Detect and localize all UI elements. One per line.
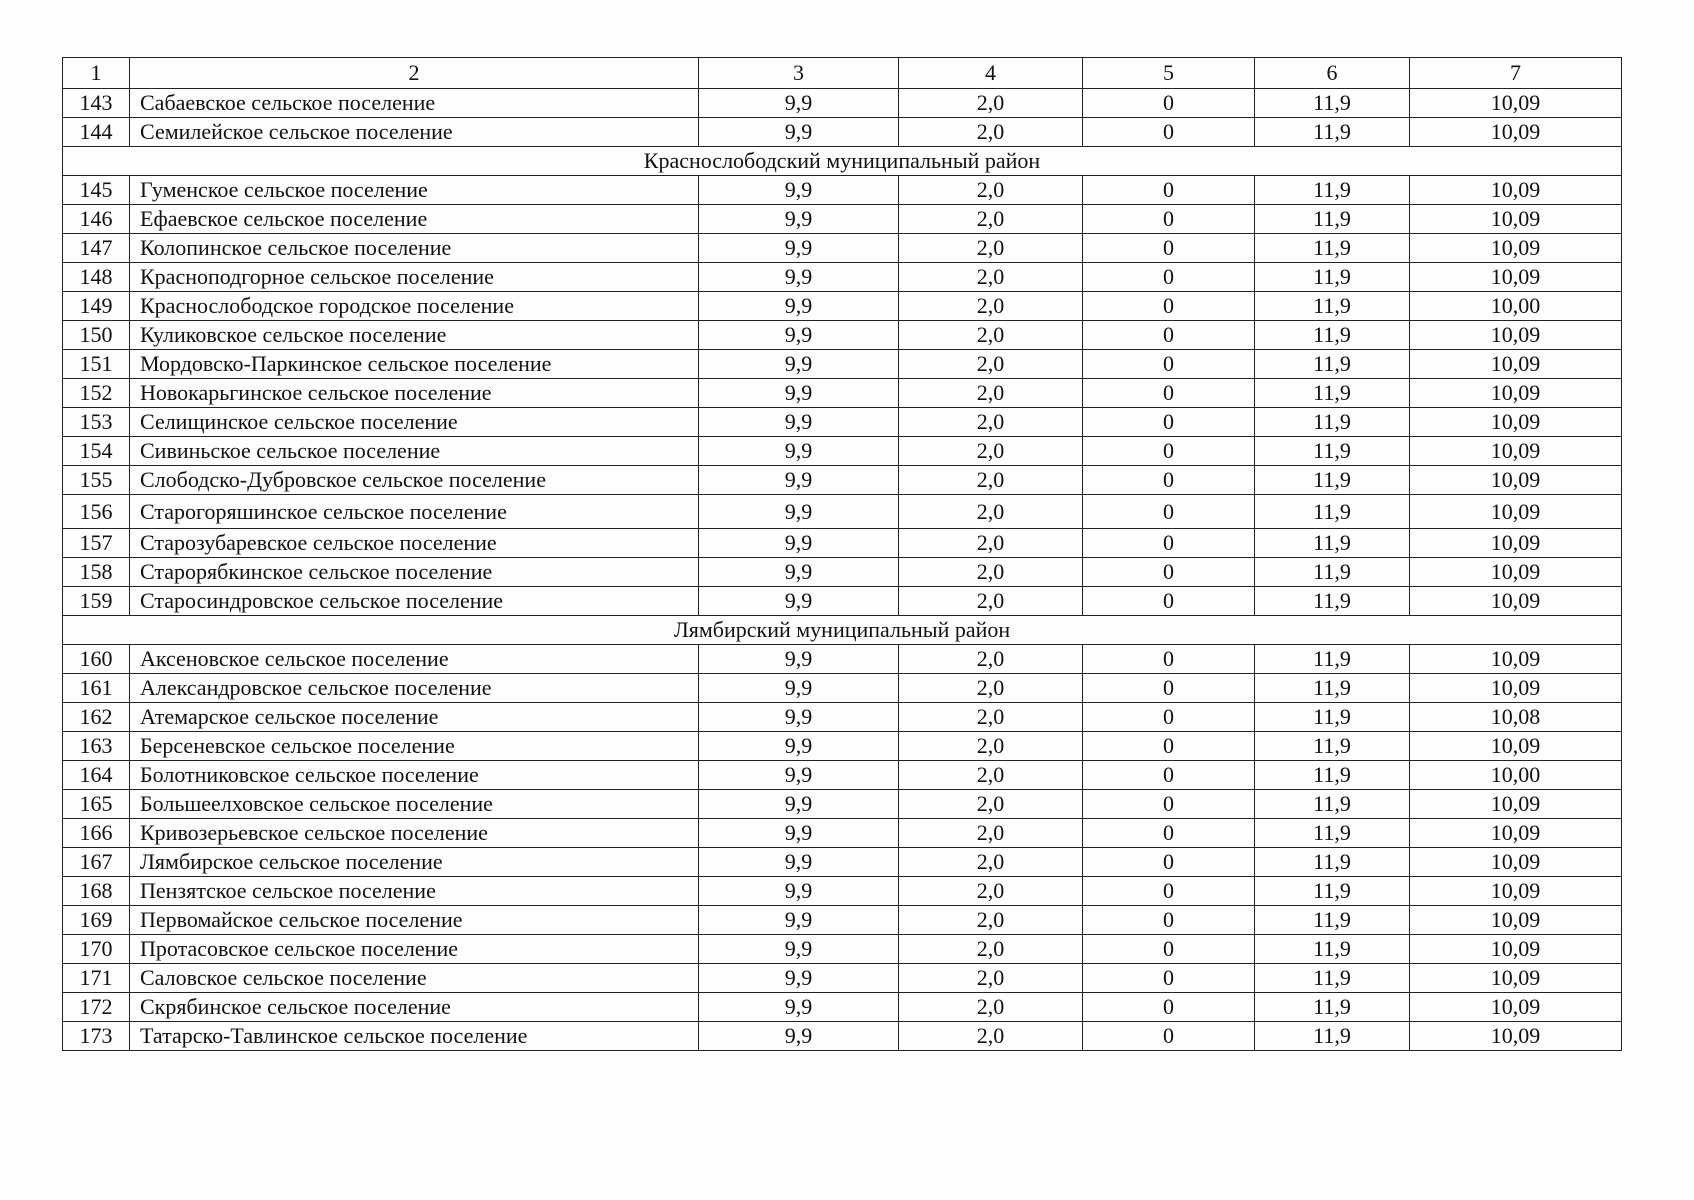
row-number: 153: [63, 408, 130, 437]
table-row: [63, 587, 1622, 616]
settlement-name: Берсеневское сельское поселение: [130, 732, 699, 761]
value-col-6: 11,9: [1255, 935, 1410, 964]
column-header: 7: [1410, 58, 1622, 89]
column-number-header-row: [63, 58, 1622, 89]
value-col-4: 2,0: [899, 437, 1083, 466]
value-col-6: 11,9: [1255, 379, 1410, 408]
value-col-6: 11,9: [1255, 993, 1410, 1022]
row-number: 143: [63, 89, 130, 118]
value-col-3: 9,9: [699, 935, 899, 964]
settlement-name: Ефаевское сельское поселение: [130, 205, 699, 234]
section-header-row: [63, 616, 1622, 645]
settlement-name: Мордовско-Паркинское сельское поселение: [130, 350, 699, 379]
value-col-6: 11,9: [1255, 964, 1410, 993]
section-title: Краснослободский муниципальный район: [63, 147, 1622, 176]
value-col-6: 11,9: [1255, 529, 1410, 558]
value-col-7: 10,09: [1410, 321, 1622, 350]
value-col-6: 11,9: [1255, 408, 1410, 437]
value-col-3: 9,9: [699, 466, 899, 495]
value-col-6: 11,9: [1255, 350, 1410, 379]
table-row: [63, 703, 1622, 732]
table-row: [63, 466, 1622, 495]
settlement-name: Кривозерьевское сельское поселение: [130, 819, 699, 848]
table-row: [63, 848, 1622, 877]
row-number: 170: [63, 935, 130, 964]
value-col-5: 0: [1083, 935, 1255, 964]
table-row: [63, 263, 1622, 292]
value-col-7: 10,09: [1410, 732, 1622, 761]
value-col-3: 9,9: [699, 529, 899, 558]
value-col-5: 0: [1083, 205, 1255, 234]
value-col-4: 2,0: [899, 848, 1083, 877]
value-col-3: 9,9: [699, 877, 899, 906]
value-col-5: 0: [1083, 819, 1255, 848]
value-col-4: 2,0: [899, 529, 1083, 558]
row-number: 173: [63, 1022, 130, 1051]
settlement-name: Новокарьгинское сельское поселение: [130, 379, 699, 408]
value-col-3: 9,9: [699, 263, 899, 292]
value-col-3: 9,9: [699, 89, 899, 118]
value-col-6: 11,9: [1255, 819, 1410, 848]
value-col-3: 9,9: [699, 848, 899, 877]
table-row: [63, 529, 1622, 558]
settlement-name: Первомайское сельское поселение: [130, 906, 699, 935]
settlement-name: Селищинское сельское поселение: [130, 408, 699, 437]
settlement-name: Слободско-Дубровское сельское поселение: [130, 466, 699, 495]
value-col-5: 0: [1083, 848, 1255, 877]
value-col-3: 9,9: [699, 205, 899, 234]
settlement-name: Куликовское сельское поселение: [130, 321, 699, 350]
value-col-3: 9,9: [699, 1022, 899, 1051]
table-row: [63, 89, 1622, 118]
row-number: 151: [63, 350, 130, 379]
value-col-3: 9,9: [699, 819, 899, 848]
value-col-3: 9,9: [699, 993, 899, 1022]
value-col-3: 9,9: [699, 350, 899, 379]
value-col-5: 0: [1083, 964, 1255, 993]
table-row: [63, 379, 1622, 408]
value-col-7: 10,09: [1410, 935, 1622, 964]
value-col-7: 10,09: [1410, 350, 1622, 379]
settlement-name: Старогоряшинское сельское поселение: [130, 495, 699, 529]
value-col-5: 0: [1083, 993, 1255, 1022]
value-col-5: 0: [1083, 877, 1255, 906]
value-col-4: 2,0: [899, 263, 1083, 292]
value-col-4: 2,0: [899, 732, 1083, 761]
value-col-6: 11,9: [1255, 877, 1410, 906]
value-col-6: 11,9: [1255, 437, 1410, 466]
settlement-name: Пензятское сельское поселение: [130, 877, 699, 906]
row-number: 148: [63, 263, 130, 292]
value-col-7: 10,09: [1410, 379, 1622, 408]
value-col-7: 10,09: [1410, 408, 1622, 437]
value-col-3: 9,9: [699, 558, 899, 587]
value-col-5: 0: [1083, 321, 1255, 350]
value-col-3: 9,9: [699, 964, 899, 993]
value-col-7: 10,09: [1410, 466, 1622, 495]
value-col-7: 10,09: [1410, 877, 1622, 906]
settlement-name: Старосиндровское сельское поселение: [130, 587, 699, 616]
value-col-7: 10,09: [1410, 529, 1622, 558]
value-col-7: 10,00: [1410, 292, 1622, 321]
value-col-6: 11,9: [1255, 558, 1410, 587]
value-col-7: 10,09: [1410, 263, 1622, 292]
value-col-3: 9,9: [699, 703, 899, 732]
table-row: [63, 964, 1622, 993]
value-col-6: 11,9: [1255, 906, 1410, 935]
value-col-5: 0: [1083, 437, 1255, 466]
table-row: [63, 761, 1622, 790]
value-col-4: 2,0: [899, 118, 1083, 147]
value-col-7: 10,09: [1410, 558, 1622, 587]
row-number: 144: [63, 118, 130, 147]
value-col-6: 11,9: [1255, 732, 1410, 761]
value-col-6: 11,9: [1255, 89, 1410, 118]
value-col-6: 11,9: [1255, 263, 1410, 292]
settlement-name: Лямбирское сельское поселение: [130, 848, 699, 877]
row-number: 155: [63, 466, 130, 495]
value-col-3: 9,9: [699, 587, 899, 616]
column-header: 2: [130, 58, 699, 89]
settlement-name: Болотниковское сельское поселение: [130, 761, 699, 790]
settlement-name: Сивиньское сельское поселение: [130, 437, 699, 466]
value-col-3: 9,9: [699, 790, 899, 819]
row-number: 166: [63, 819, 130, 848]
value-col-4: 2,0: [899, 964, 1083, 993]
table-row: [63, 408, 1622, 437]
value-col-5: 0: [1083, 495, 1255, 529]
table-row: [63, 495, 1622, 529]
settlement-name: Александровское сельское поселение: [130, 674, 699, 703]
value-col-6: 11,9: [1255, 1022, 1410, 1051]
value-col-7: 10,09: [1410, 848, 1622, 877]
value-col-6: 11,9: [1255, 466, 1410, 495]
value-col-5: 0: [1083, 529, 1255, 558]
value-col-4: 2,0: [899, 205, 1083, 234]
table-row: [63, 906, 1622, 935]
value-col-3: 9,9: [699, 495, 899, 529]
table-row: [63, 292, 1622, 321]
value-col-4: 2,0: [899, 790, 1083, 819]
value-col-3: 9,9: [699, 437, 899, 466]
value-col-5: 0: [1083, 350, 1255, 379]
value-col-3: 9,9: [699, 732, 899, 761]
row-number: 167: [63, 848, 130, 877]
value-col-4: 2,0: [899, 321, 1083, 350]
settlement-name: Старозубаревское сельское поселение: [130, 529, 699, 558]
settlement-name: Атемарское сельское поселение: [130, 703, 699, 732]
section-header-row: [63, 147, 1622, 176]
row-number: 161: [63, 674, 130, 703]
value-col-4: 2,0: [899, 408, 1083, 437]
value-col-6: 11,9: [1255, 234, 1410, 263]
value-col-4: 2,0: [899, 1022, 1083, 1051]
settlement-name: Протасовское сельское поселение: [130, 935, 699, 964]
settlement-name: Краснослободское городское поселение: [130, 292, 699, 321]
table-row: [63, 234, 1622, 263]
row-number: 171: [63, 964, 130, 993]
value-col-7: 10,09: [1410, 993, 1622, 1022]
value-col-4: 2,0: [899, 350, 1083, 379]
row-number: 149: [63, 292, 130, 321]
value-col-7: 10,08: [1410, 703, 1622, 732]
table-row: [63, 645, 1622, 674]
value-col-5: 0: [1083, 1022, 1255, 1051]
row-number: 154: [63, 437, 130, 466]
value-col-3: 9,9: [699, 674, 899, 703]
value-col-4: 2,0: [899, 761, 1083, 790]
value-col-6: 11,9: [1255, 674, 1410, 703]
row-number: 145: [63, 176, 130, 205]
value-col-7: 10,09: [1410, 674, 1622, 703]
value-col-3: 9,9: [699, 379, 899, 408]
value-col-3: 9,9: [699, 292, 899, 321]
value-col-6: 11,9: [1255, 645, 1410, 674]
value-col-7: 10,09: [1410, 118, 1622, 147]
value-col-4: 2,0: [899, 292, 1083, 321]
value-col-4: 2,0: [899, 993, 1083, 1022]
settlement-name: Сабаевское сельское поселение: [130, 89, 699, 118]
value-col-6: 11,9: [1255, 848, 1410, 877]
value-col-5: 0: [1083, 906, 1255, 935]
row-number: 146: [63, 205, 130, 234]
table-row: [63, 993, 1622, 1022]
value-col-5: 0: [1083, 89, 1255, 118]
table-row: [63, 321, 1622, 350]
value-col-7: 10,09: [1410, 790, 1622, 819]
value-col-7: 10,09: [1410, 205, 1622, 234]
settlement-name: Татарско-Тавлинское сельское поселение: [130, 1022, 699, 1051]
settlement-name: Красноподгорное сельское поселение: [130, 263, 699, 292]
column-header: 1: [63, 58, 130, 89]
value-col-3: 9,9: [699, 176, 899, 205]
value-col-5: 0: [1083, 292, 1255, 321]
row-number: 163: [63, 732, 130, 761]
value-col-5: 0: [1083, 587, 1255, 616]
value-col-5: 0: [1083, 263, 1255, 292]
value-col-3: 9,9: [699, 321, 899, 350]
value-col-7: 10,00: [1410, 761, 1622, 790]
value-col-5: 0: [1083, 118, 1255, 147]
table-row: [63, 558, 1622, 587]
value-col-7: 10,09: [1410, 587, 1622, 616]
value-col-7: 10,09: [1410, 645, 1622, 674]
row-number: 172: [63, 993, 130, 1022]
value-col-5: 0: [1083, 761, 1255, 790]
section-title: Лямбирский муниципальный район: [63, 616, 1622, 645]
value-col-4: 2,0: [899, 674, 1083, 703]
value-col-3: 9,9: [699, 906, 899, 935]
row-number: 160: [63, 645, 130, 674]
value-col-5: 0: [1083, 234, 1255, 263]
value-col-4: 2,0: [899, 495, 1083, 529]
value-col-7: 10,09: [1410, 906, 1622, 935]
value-col-5: 0: [1083, 408, 1255, 437]
value-col-4: 2,0: [899, 819, 1083, 848]
value-col-5: 0: [1083, 703, 1255, 732]
settlement-name: Старорябкинское сельское поселение: [130, 558, 699, 587]
table-row: [63, 674, 1622, 703]
settlement-name: Скрябинское сельское поселение: [130, 993, 699, 1022]
row-number: 150: [63, 321, 130, 350]
value-col-5: 0: [1083, 732, 1255, 761]
value-col-5: 0: [1083, 645, 1255, 674]
table-row: [63, 819, 1622, 848]
value-col-6: 11,9: [1255, 790, 1410, 819]
value-col-6: 11,9: [1255, 761, 1410, 790]
table-row: [63, 1022, 1622, 1051]
row-number: 168: [63, 877, 130, 906]
value-col-6: 11,9: [1255, 587, 1410, 616]
value-col-7: 10,09: [1410, 1022, 1622, 1051]
value-col-6: 11,9: [1255, 176, 1410, 205]
value-col-5: 0: [1083, 558, 1255, 587]
value-col-6: 11,9: [1255, 703, 1410, 732]
value-col-3: 9,9: [699, 408, 899, 437]
value-col-3: 9,9: [699, 118, 899, 147]
value-col-7: 10,09: [1410, 819, 1622, 848]
column-header: 5: [1083, 58, 1255, 89]
table-row: [63, 935, 1622, 964]
value-col-7: 10,09: [1410, 437, 1622, 466]
value-col-3: 9,9: [699, 761, 899, 790]
value-col-7: 10,09: [1410, 234, 1622, 263]
value-col-6: 11,9: [1255, 205, 1410, 234]
row-number: 159: [63, 587, 130, 616]
value-col-4: 2,0: [899, 587, 1083, 616]
value-col-5: 0: [1083, 176, 1255, 205]
value-col-6: 11,9: [1255, 321, 1410, 350]
value-col-5: 0: [1083, 466, 1255, 495]
table-row: [63, 732, 1622, 761]
value-col-7: 10,09: [1410, 176, 1622, 205]
value-col-3: 9,9: [699, 645, 899, 674]
row-number: 165: [63, 790, 130, 819]
value-col-7: 10,09: [1410, 964, 1622, 993]
column-header: 3: [699, 58, 899, 89]
value-col-6: 11,9: [1255, 292, 1410, 321]
table-row: [63, 205, 1622, 234]
table-row: [63, 176, 1622, 205]
row-number: 169: [63, 906, 130, 935]
value-col-4: 2,0: [899, 558, 1083, 587]
value-col-4: 2,0: [899, 89, 1083, 118]
settlement-name: Саловское сельское поселение: [130, 964, 699, 993]
value-col-5: 0: [1083, 674, 1255, 703]
row-number: 157: [63, 529, 130, 558]
value-col-6: 11,9: [1255, 495, 1410, 529]
value-col-4: 2,0: [899, 877, 1083, 906]
row-number: 156: [63, 495, 130, 529]
value-col-4: 2,0: [899, 935, 1083, 964]
value-col-4: 2,0: [899, 906, 1083, 935]
value-col-4: 2,0: [899, 466, 1083, 495]
value-col-4: 2,0: [899, 645, 1083, 674]
value-col-7: 10,09: [1410, 495, 1622, 529]
settlement-name: Семилейское сельское поселение: [130, 118, 699, 147]
settlements-table: [62, 57, 1622, 1051]
settlement-name: Аксеновское сельское поселение: [130, 645, 699, 674]
value-col-4: 2,0: [899, 234, 1083, 263]
value-col-5: 0: [1083, 790, 1255, 819]
column-header: 6: [1255, 58, 1410, 89]
value-col-4: 2,0: [899, 379, 1083, 408]
table-row: [63, 437, 1622, 466]
settlement-name: Большеелховское сельское поселение: [130, 790, 699, 819]
row-number: 147: [63, 234, 130, 263]
row-number: 164: [63, 761, 130, 790]
value-col-4: 2,0: [899, 176, 1083, 205]
value-col-3: 9,9: [699, 234, 899, 263]
settlement-name: Колопинское сельское поселение: [130, 234, 699, 263]
column-header: 4: [899, 58, 1083, 89]
value-col-5: 0: [1083, 379, 1255, 408]
table-row: [63, 790, 1622, 819]
settlement-name: Гуменское сельское поселение: [130, 176, 699, 205]
value-col-7: 10,09: [1410, 89, 1622, 118]
table-row: [63, 118, 1622, 147]
table-row: [63, 350, 1622, 379]
value-col-4: 2,0: [899, 703, 1083, 732]
table-row: [63, 877, 1622, 906]
table-body: [63, 58, 1622, 1051]
row-number: 158: [63, 558, 130, 587]
row-number: 152: [63, 379, 130, 408]
row-number: 162: [63, 703, 130, 732]
value-col-6: 11,9: [1255, 118, 1410, 147]
